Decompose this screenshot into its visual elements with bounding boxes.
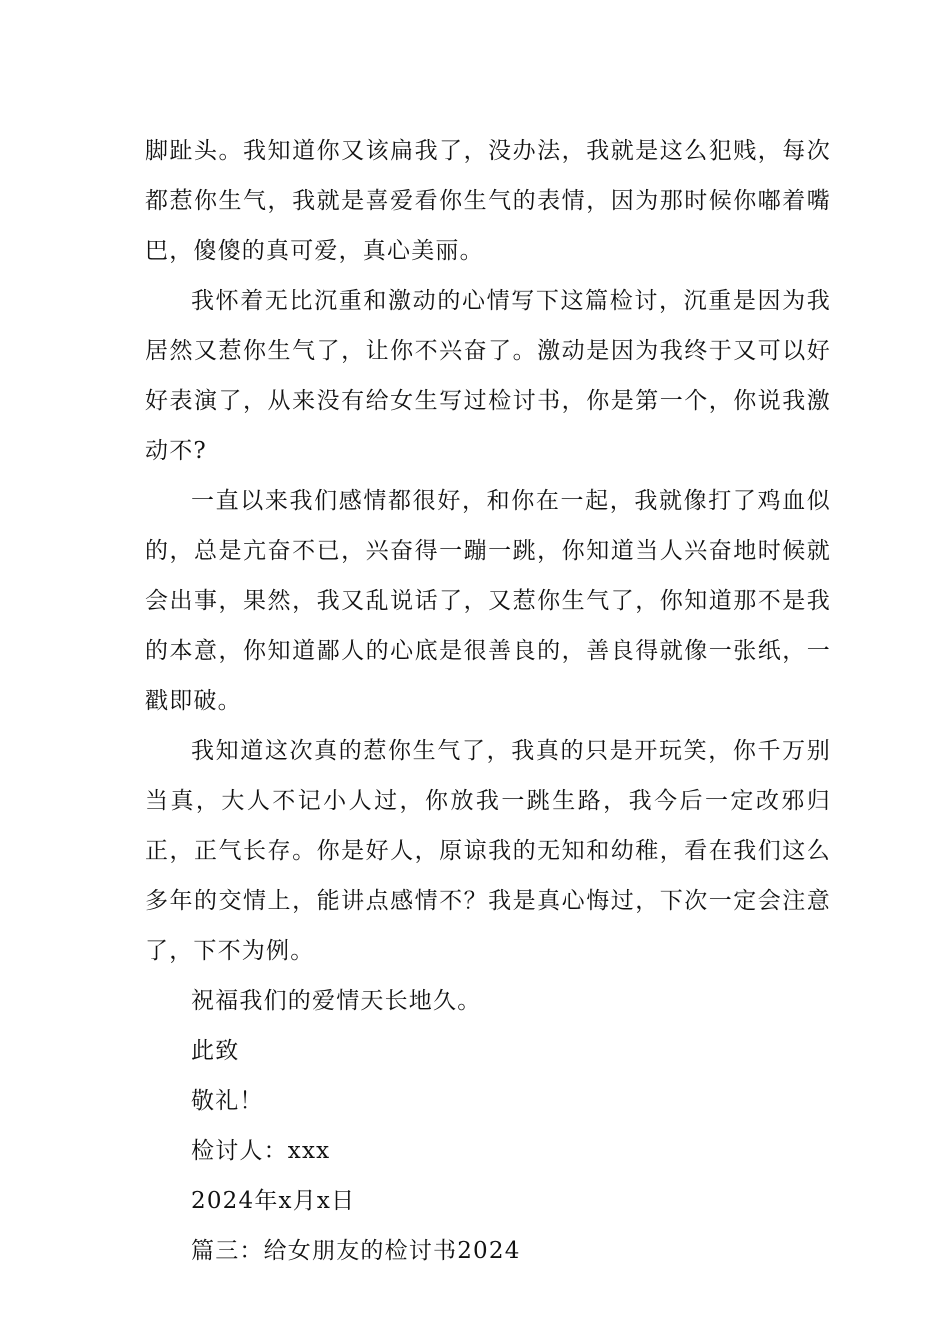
paragraph-continuation: 脚趾头。我知道你又该扁我了，没办法，我就是这么犯贱，每次都惹你生气，我就是喜爱看你生气的表情，因为那时候你嘟着嘴巴，傻傻的真可爱，真心美丽。 [145,138,831,264]
closing-line-2: 敬礼！ [191,1088,264,1114]
date-line: 2024年x月x日 [191,1188,356,1214]
blessing-line: 祝福我们的爱情天长地久。 [191,988,482,1014]
paragraph-mood: 我怀着无比沉重和激动的心情写下这篇检讨，沉重是因为我居然又惹你生气了，让你不兴奋了。激动是因为我终于又可以好好表演了，从来没有给女生写过检讨书，你是第一个，你说我激动不? [145,288,831,464]
signer-line: 检讨人：xxx [191,1138,331,1164]
next-section-title: 篇三：给女朋友的检讨书2024 [191,1238,521,1264]
document-body [145,126,831,1276]
paragraph-relationship: 一直以来我们感情都很好，和你在一起，我就像打了鸡血似的，总是亢奋不已，兴奋得一蹦一跳，你知道当人兴奋地时候就会出事，果然，我又乱说话了，又惹你生气了，你知道那不是我的本意，你知道鄙人的心底是很善良的，善良得就像一张纸，一戳即破。 [145,488,831,714]
closing-line-1: 此致 [191,1038,240,1064]
paragraph-apology: 我知道这次真的惹你生气了，我真的只是开玩笑，你千万别当真，大人不记小人过，你放我一跳生路，我今后一定改邪归正，正气长存。你是好人，原谅我的无知和幼稚，看在我们这么多年的交情上，能讲点感情不？我是真心悔过，下次一定会注意了，下不为例。 [145,738,831,964]
